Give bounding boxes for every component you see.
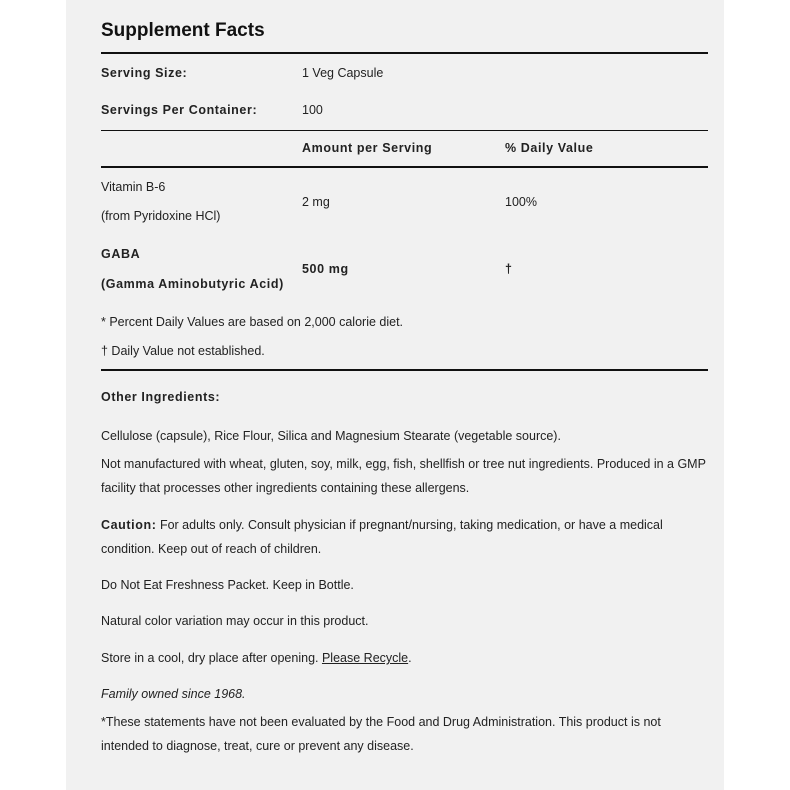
nutrient-source: (Gamma Aminobutyric Acid) — [101, 277, 284, 291]
footnote-dagger: † Daily Value not established. — [101, 344, 265, 358]
storage-end: . — [408, 651, 412, 665]
amount-per-serving-header: Amount per Serving — [302, 141, 433, 155]
title-divider — [101, 52, 708, 54]
freshness-statement: Do Not Eat Freshness Packet. Keep in Bottle. — [101, 578, 354, 592]
caution-label: Caution: — [101, 518, 157, 532]
nutrient-amount: 500 mg — [302, 262, 349, 276]
daily-value-header: % Daily Value — [505, 141, 594, 155]
ingredients-list: Cellulose (capsule), Rice Flour, Silica and Magnesium Stearate (vegetable source). — [101, 429, 561, 443]
servings-per-container-label: Servings Per Container: — [101, 103, 258, 117]
nutrient-source: (from Pyridoxine HCl) — [101, 209, 221, 223]
footnote-percent: * Percent Daily Values are based on 2,000 calorie diet. — [101, 315, 404, 329]
fda-disclaimer: *These statements have not been evaluated by the Food and Drug Administration. This product is not intended to diagnose, treat, cure or prevent any disease. — [101, 715, 661, 753]
serving-size-value: 1 Veg Capsule — [302, 66, 384, 80]
nutrient-amount: 2 mg — [302, 195, 330, 209]
storage-text: Store in a cool, dry place after opening. — [101, 651, 322, 665]
serving-size-label: Serving Size: — [101, 66, 188, 80]
storage-statement — [101, 646, 711, 670]
serving-divider — [101, 130, 708, 131]
caution-statement — [101, 513, 711, 561]
allergen-statement: Not manufactured with wheat, gluten, soy, milk, egg, fish, shellfish or tree nut ingredients. Produced in a GMP facility that processes other ingredients containing these allergens. — [101, 457, 706, 495]
nutrient-name: Vitamin B-6 — [101, 180, 166, 194]
page-title: Supplement Facts — [101, 20, 265, 41]
family-owned-statement: Family owned since 1968. — [101, 687, 246, 701]
servings-per-container-value: 100 — [302, 103, 323, 117]
header-divider — [101, 166, 708, 168]
nutrient-name: GABA — [101, 247, 141, 261]
color-variation-statement: Natural color variation may occur in this product. — [101, 614, 369, 628]
nutrient-daily-value: 100% — [505, 195, 537, 209]
other-ingredients-heading: Other Ingredients: — [101, 390, 221, 404]
facts-bottom-divider — [101, 369, 708, 371]
please-recycle-link[interactable]: Please Recycle — [321, 651, 409, 665]
nutrient-daily-value: † — [505, 262, 513, 276]
caution-text: For adults only. Consult physician if pregnant/nursing, taking medication, or have a medical condition. Keep out of reach of children. — [101, 518, 663, 556]
